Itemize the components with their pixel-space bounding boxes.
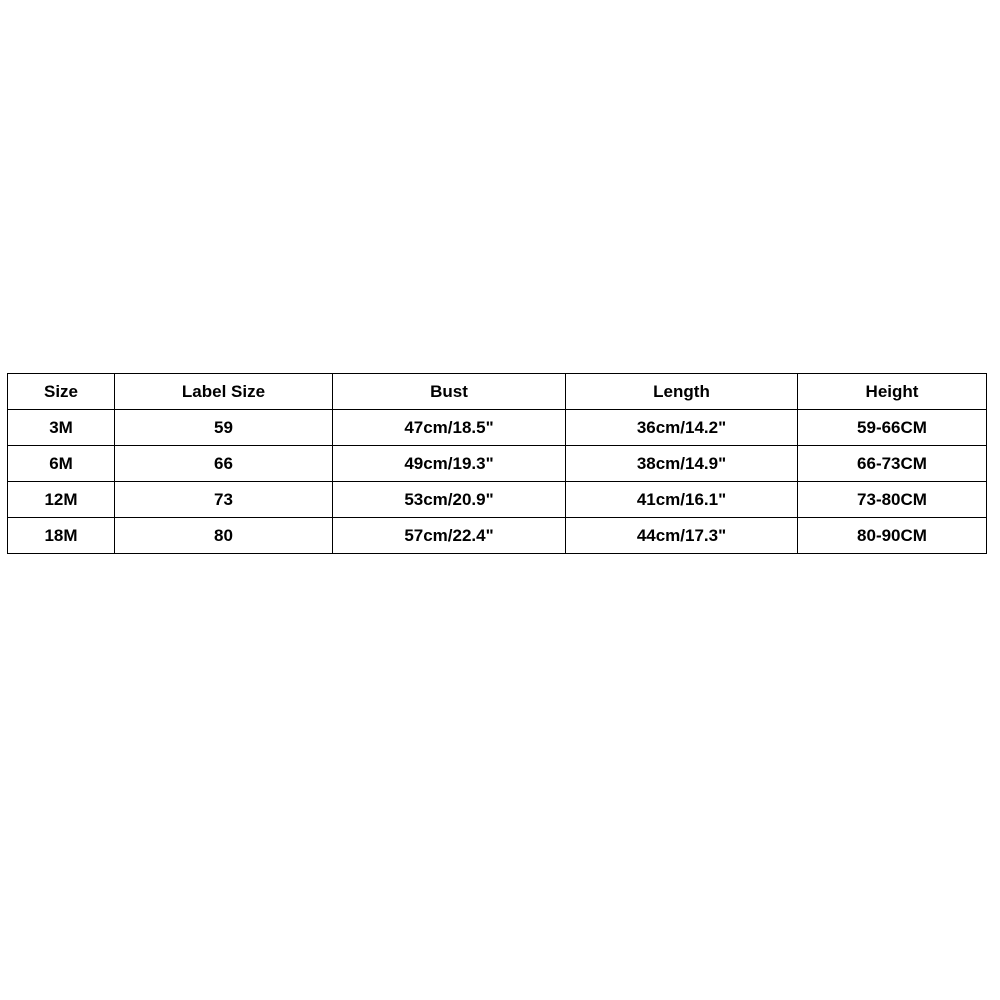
header-height: Height xyxy=(798,374,987,410)
cell-bust: 53cm/20.9" xyxy=(333,482,566,518)
cell-length: 41cm/16.1" xyxy=(566,482,798,518)
cell-length: 36cm/14.2" xyxy=(566,410,798,446)
header-bust: Bust xyxy=(333,374,566,410)
header-label-size: Label Size xyxy=(115,374,333,410)
cell-label-size: 59 xyxy=(115,410,333,446)
cell-size: 18M xyxy=(8,518,115,554)
table-row xyxy=(8,410,987,446)
header-length: Length xyxy=(566,374,798,410)
cell-length: 44cm/17.3" xyxy=(566,518,798,554)
cell-label-size: 73 xyxy=(115,482,333,518)
table-row xyxy=(8,482,987,518)
cell-size: 12M xyxy=(8,482,115,518)
table-header-row xyxy=(8,374,987,410)
table-row xyxy=(8,446,987,482)
cell-height: 66-73CM xyxy=(798,446,987,482)
size-chart-table xyxy=(7,373,987,554)
cell-size: 6M xyxy=(8,446,115,482)
table-row xyxy=(8,518,987,554)
cell-height: 59-66CM xyxy=(798,410,987,446)
cell-bust: 49cm/19.3" xyxy=(333,446,566,482)
cell-length: 38cm/14.9" xyxy=(566,446,798,482)
cell-bust: 57cm/22.4" xyxy=(333,518,566,554)
header-size: Size xyxy=(8,374,115,410)
cell-label-size: 66 xyxy=(115,446,333,482)
cell-bust: 47cm/18.5" xyxy=(333,410,566,446)
cell-height: 80-90CM xyxy=(798,518,987,554)
cell-label-size: 80 xyxy=(115,518,333,554)
cell-height: 73-80CM xyxy=(798,482,987,518)
cell-size: 3M xyxy=(8,410,115,446)
